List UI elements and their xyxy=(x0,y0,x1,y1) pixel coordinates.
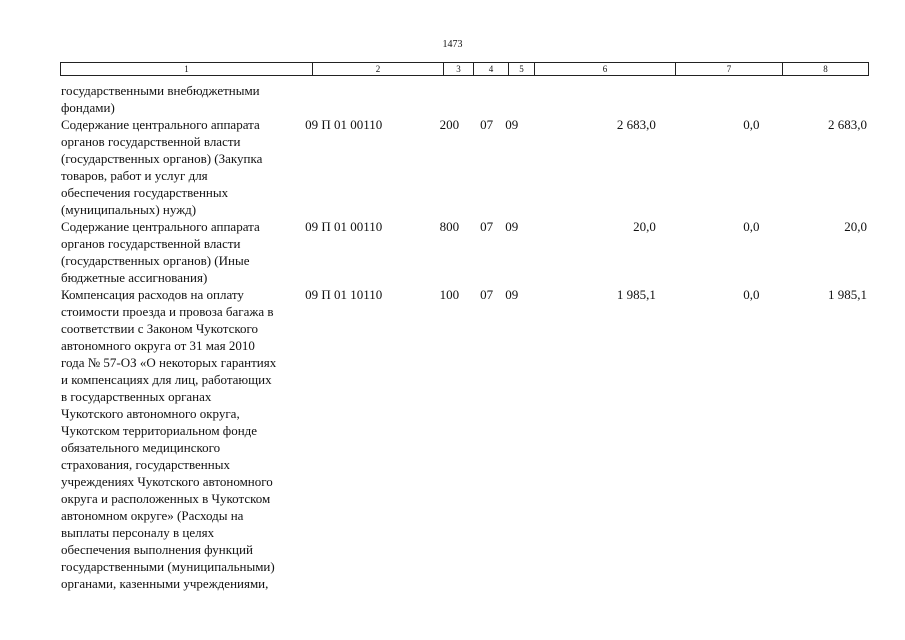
row-vr: 800 xyxy=(439,219,460,234)
row-rz: 07 xyxy=(480,117,494,132)
row-name: Содержание центрального аппарата органов государственной власти (государственных органов) (Закупка товаров, работ и услуг для обеспечения государственных (муниципальных) нужд) xyxy=(61,117,263,217)
column-header-3: 3 xyxy=(444,63,474,76)
row-value-8: 2 683,0 xyxy=(828,117,868,132)
column-header-6: 6 xyxy=(535,63,676,76)
column-header-7: 7 xyxy=(676,63,783,76)
row-vr: 100 xyxy=(439,287,460,302)
column-header-8: 8 xyxy=(783,63,869,76)
page-number: 1473 xyxy=(442,39,463,50)
row-pr: 09 xyxy=(505,219,519,234)
column-header-2: 2 xyxy=(313,63,444,76)
row-rz: 07 xyxy=(480,219,494,234)
table-row xyxy=(60,116,868,218)
column-header-4: 4 xyxy=(474,63,509,76)
table-row xyxy=(60,82,868,116)
row-vr: 200 xyxy=(439,117,460,132)
row-value-7: 0,0 xyxy=(743,287,760,302)
row-code: 09 П 01 00110 xyxy=(305,117,383,132)
column-header-1: 1 xyxy=(61,63,313,76)
row-pr: 09 xyxy=(505,117,519,132)
table-row xyxy=(60,218,868,286)
row-value-6: 20,0 xyxy=(633,219,656,234)
row-code: 09 П 01 10110 xyxy=(305,287,383,302)
row-value-8: 20,0 xyxy=(844,219,868,234)
row-name: Компенсация расходов на оплату стоимости проезда и провоза багажа в соответствии с Законом Чукотского автономного округа от 31 мая 2010 года № 57-ОЗ «О некоторых гарантиях и компенсациях для лиц, работающих в государственных органах Чукотского автономного округа, Чукотском территориальном фонде обязательного медицинского страхования, государственных учреждениях Чукотского автономного округа и расположенных в Чукотском автономном округе» (Расходы на выплаты персоналу в целях обеспечения выполнения функций государственными (муниципальными) органами, казенными учреждениями, xyxy=(61,287,277,591)
row-value-7: 0,0 xyxy=(743,219,760,234)
row-value-6: 1 985,1 xyxy=(616,287,656,302)
budget-table-body xyxy=(60,82,868,592)
row-name: Содержание центрального аппарата органов государственной власти (государственных органов) (Иные бюджетные ассигнования) xyxy=(61,219,260,285)
row-name: государственными внебюджетными фондами) xyxy=(61,83,260,115)
row-value-6: 2 683,0 xyxy=(616,117,656,132)
row-code: 09 П 01 00110 xyxy=(305,219,383,234)
row-pr: 09 xyxy=(505,287,519,302)
column-number-header xyxy=(60,62,869,76)
row-value-7: 0,0 xyxy=(743,117,760,132)
table-row xyxy=(60,286,868,592)
row-value-8: 1 985,1 xyxy=(828,287,868,302)
column-header-5: 5 xyxy=(509,63,535,76)
row-rz: 07 xyxy=(480,287,494,302)
